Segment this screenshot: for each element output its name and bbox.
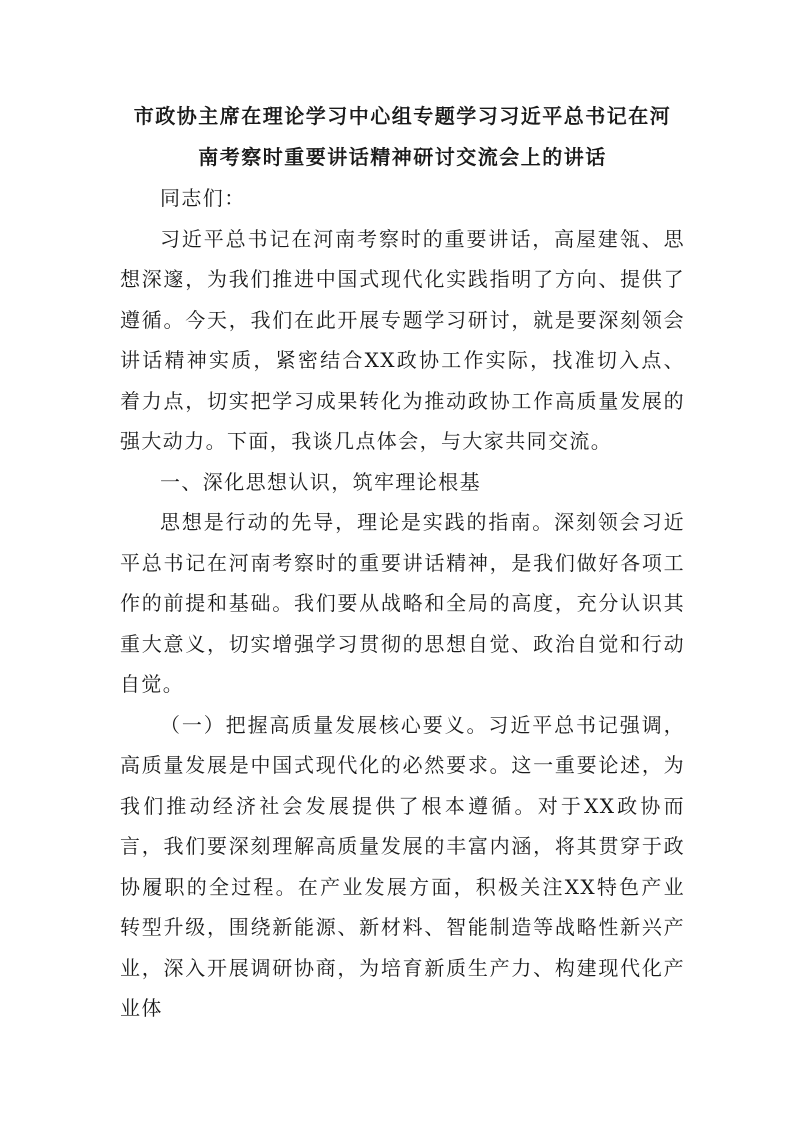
document-title-line-1: 市政协主席在理论学习中心组专题学习习近平总书记在河 (133, 104, 672, 128)
document-body (120, 96, 685, 1029)
section-1-paragraph: 思想是行动的先导，理论是实践的指南。深刻领会习近平总书记在河南考察时的重要讲话精神，是我们做好各项工作的前提和基础。我们要从战略和全局的高度，充分认识其重大意义，切实增强学习贯彻的思想自觉、政治自觉和行动自觉。 (120, 510, 685, 696)
intro-paragraph: 习近平总书记在河南考察时的重要讲话，高屋建瓴、思想深邃，为我们推进中国式现代化实践指明了方向、提供了遵循。今天，我们在此开展专题学习研讨，就是要深刻领会讲话精神实质，紧密结合XX政协工作实际，找准切入点、着力点，切实把学习成果转化为推动政协工作高质量发展的强大动力。下面，我谈几点体会，与大家共同交流。 (120, 226, 685, 453)
document-title-line-2: 南考察时重要讲话精神研讨交流会上的讲话 (198, 145, 607, 169)
greeting: 同志们： (160, 186, 246, 210)
document-title (120, 96, 685, 178)
subsection-1-paragraph: （一）把握高质量发展核心要义。习近平总书记强调，高质量发展是中国式现代化的必然要求。这一重要论述，为我们推动经济社会发展提供了根本遵循。对于XX政协而言，我们要深刻理解高质量发展的丰富内涵，将其贯穿于政协履职的全过程。在产业发展方面，积极关注XX特色产业转型升级，围绕新能源、新材料、智能制造等战略性新兴产业，深入开展调研协商，为培育新质生产力、构建现代化产业体 (120, 712, 685, 1020)
section-heading-1: 一、深化思想认识，筑牢理论根基 (160, 469, 481, 494)
